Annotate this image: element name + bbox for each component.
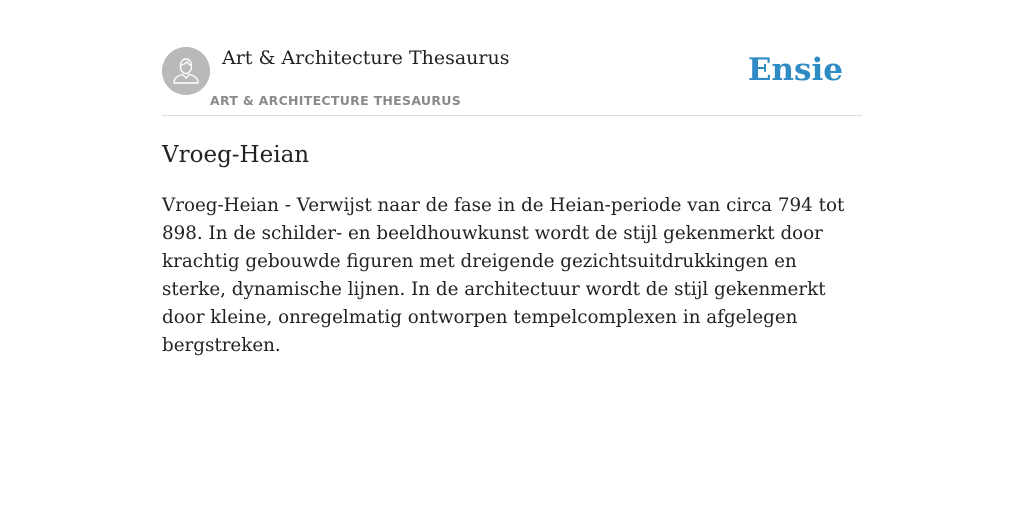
user-avatar-icon[interactable] — [162, 47, 210, 95]
entry-header — [162, 0, 862, 116]
page-title: Vroeg-Heian — [162, 142, 310, 168]
content-container — [162, 0, 862, 356]
ensie-logo[interactable]: Ensie — [747, 52, 843, 88]
definition-text: Vroeg-Heian - Verwijst naar de fase in de Heian-periode van circa 794 tot 898. In de schilder- en beeldhouwkunst wordt de stijl gekenmerkt door krachtig gebouwde figuren met dreigende gezichtsuitdrukkingen en sterke, dynamische lijnen. In de architectuur wordt de stijl gekenmerkt door kleine, onregelmatig ontworpen tempelcomplexen in afgelegen bergstreken. — [162, 195, 845, 356]
author-subtitle: ART & ARCHITECTURE THESAURUS — [210, 93, 462, 108]
author-name-link[interactable]: Art & Architecture Thesaurus — [222, 47, 510, 69]
